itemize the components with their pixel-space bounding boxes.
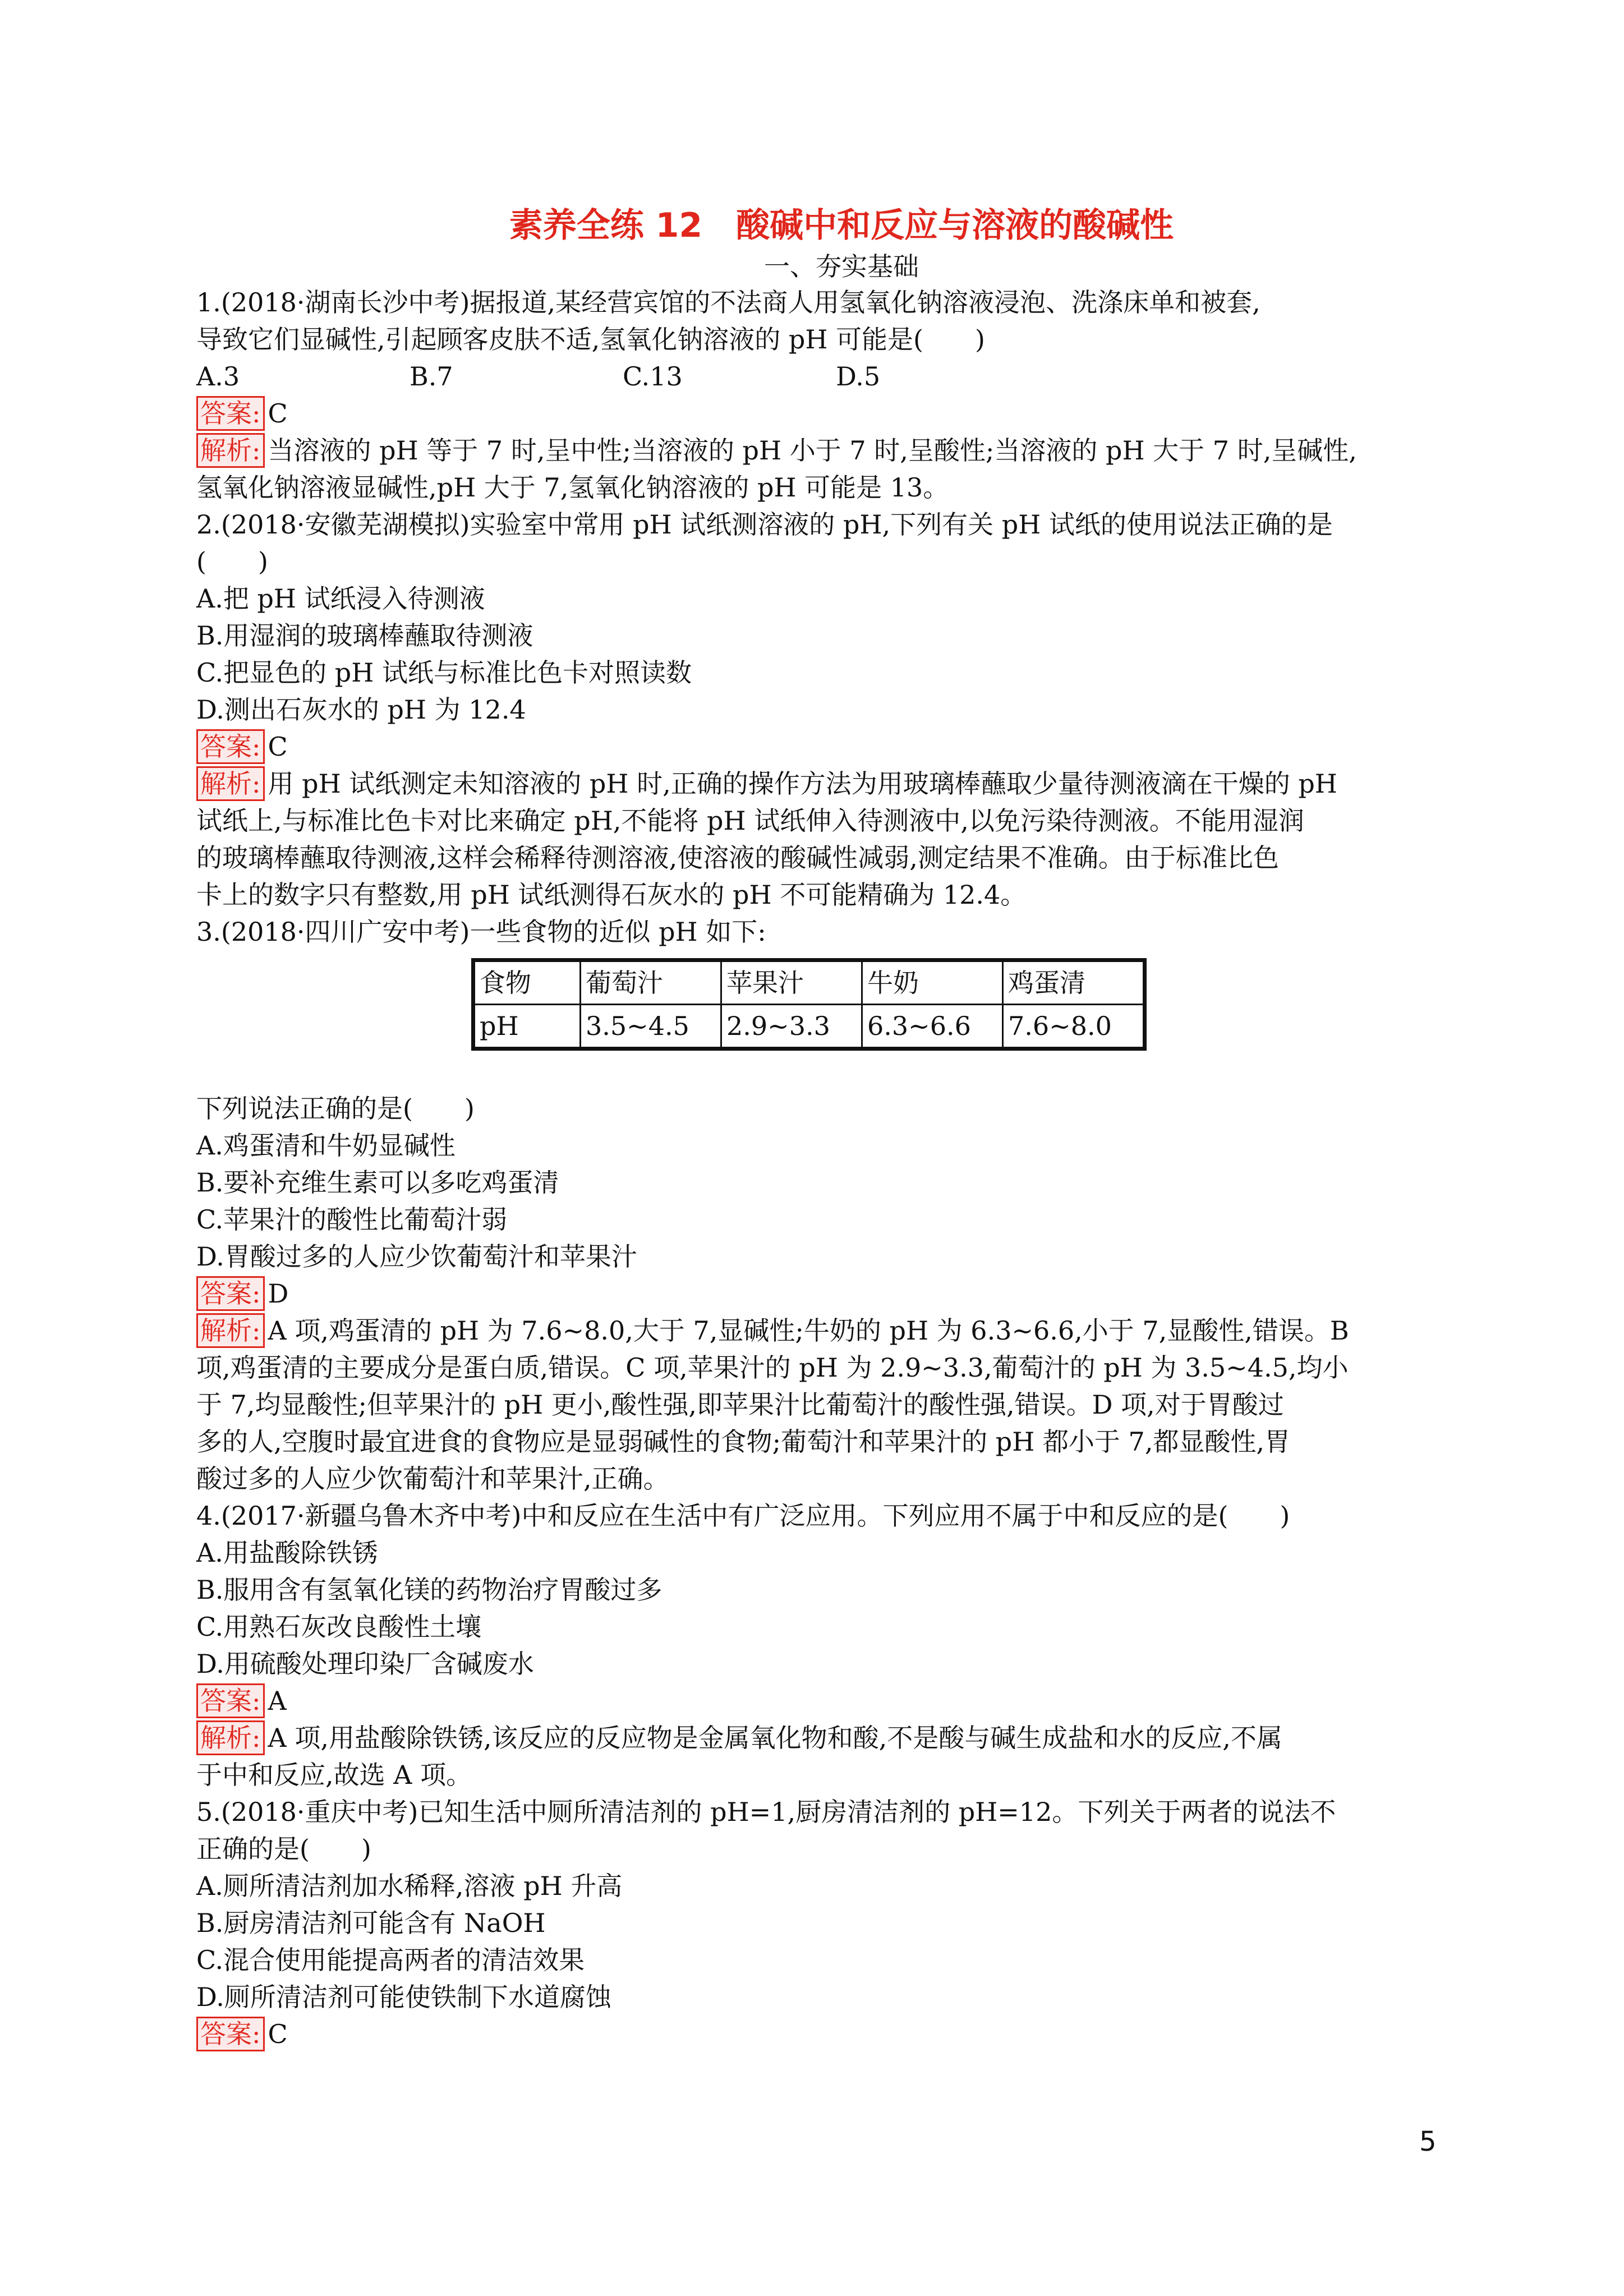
analysis-text: 于 7,均显酸性;但苹果汁的 pH 更小,酸性强,即苹果汁比葡萄汁的酸性强,错误。D 项,对于胃酸过: [196, 1389, 1284, 1420]
option-b: B.用湿润的玻璃棒蘸取待测液: [196, 620, 533, 651]
answer-tag: 答案:: [196, 729, 265, 764]
option-c: C.13: [623, 361, 683, 392]
analysis-line: [196, 1719, 1453, 1756]
analysis-tag: 解析:: [196, 1720, 265, 1755]
answer-line: [196, 728, 1453, 765]
table-row: [473, 1005, 1145, 1049]
option-b: B.服用含有氢氧化镁的药物治疗胃酸过多: [196, 1575, 663, 1605]
answer-tag: 答案:: [196, 1683, 265, 1718]
option-d: D.用硫酸处理印染厂含碱废水: [196, 1649, 534, 1679]
answer-value: C: [268, 2019, 288, 2049]
table-cell: 3.5~4.5: [581, 1005, 721, 1049]
table-cell: 鸡蛋清: [1003, 960, 1145, 1005]
analysis-text: 于中和反应,故选 A 项。: [196, 1760, 472, 1790]
option-row: [196, 358, 1453, 395]
question-line: 正确的是( ): [196, 1834, 371, 1864]
question-line: 4.(2017·新疆乌鲁木齐中考)中和反应在生活中有广泛应用。下列应用不属于中和反应的是( ): [196, 1501, 1290, 1531]
analysis-text: 项,鸡蛋清的主要成分是蛋白质,错误。C 项,苹果汁的 pH 为 2.9~3.3,葡萄汁的 pH 为 3.5~4.5,均小: [196, 1352, 1349, 1383]
table-cell: 7.6~8.0: [1003, 1005, 1145, 1049]
option-d: D.测出石灰水的 pH 为 12.4: [196, 694, 526, 725]
option-a: A.鸡蛋清和牛奶显碱性: [196, 1130, 456, 1161]
option-c: C.用熟石灰改良酸性土壤: [196, 1612, 482, 1642]
table-cell: 葡萄汁: [581, 960, 721, 1005]
page-number: 5: [1419, 2126, 1437, 2157]
analysis-text: 氢氧化钠溶液显碱性,pH 大于 7,氢氧化钠溶液的 pH 可能是 13。: [196, 472, 949, 503]
option-a: A.3: [196, 361, 240, 392]
table-cell: 6.3~6.6: [862, 1005, 1003, 1049]
analysis-line: [196, 1312, 1453, 1349]
analysis-text: 多的人,空腹时最宜进食的食物应是显弱碱性的食物;葡萄汁和苹果汁的 pH 都小于 7,都显酸性,胃: [196, 1427, 1291, 1457]
answer-value: A: [268, 1686, 287, 1716]
question-line: 2.(2018·安徽芜湖模拟)实验室中常用 pH 试纸测溶液的 pH,下列有关 pH 试纸的使用说法正确的是: [196, 509, 1333, 540]
analysis-text: 卡上的数字只有整数,用 pH 试纸测得石灰水的 pH 不可能精确为 12.4。: [196, 880, 1027, 910]
option-d: D.胃酸过多的人应少饮葡萄汁和苹果汁: [196, 1241, 637, 1272]
question-2: [196, 506, 1453, 913]
answer-tag: 答案:: [196, 396, 265, 431]
food-ph-table: [471, 958, 1147, 1051]
answer-value: C: [268, 398, 288, 429]
answer-value: D: [268, 1278, 289, 1309]
option-d: D.5: [836, 361, 881, 392]
question-stem: 下列说法正确的是( ): [196, 1093, 475, 1124]
table-cell: 苹果汁: [721, 960, 862, 1005]
page-title: 素养全练 12 酸碱中和反应与溶液的酸碱性: [509, 206, 1174, 245]
answer-tag: 答案:: [196, 2017, 265, 2051]
answer-line: [196, 2016, 1453, 2053]
answer-value: C: [268, 731, 288, 762]
option-a: A.把 pH 试纸浸入待测液: [196, 583, 485, 614]
option-d: D.厕所清洁剂可能使铁制下水道腐蚀: [196, 1982, 611, 2012]
table-cell: pH: [473, 1005, 581, 1049]
question-4: [196, 1497, 1453, 1793]
option-a: A.用盐酸除铁锈: [196, 1538, 378, 1568]
section-heading: 一、夯实基础: [764, 251, 919, 282]
table-cell: 2.9~3.3: [721, 1005, 862, 1049]
analysis-tag: 解析:: [196, 433, 265, 468]
answer-line: [196, 1275, 1453, 1312]
analysis-line: [196, 765, 1453, 802]
table-cell: 牛奶: [862, 960, 1003, 1005]
question-3: [196, 913, 1453, 1497]
document-page: [196, 202, 1453, 2053]
option-b: B.要补充维生素可以多吃鸡蛋清: [196, 1167, 559, 1198]
analysis-text: 试纸上,与标准比色卡对比来确定 pH,不能将 pH 试纸伸入待测液中,以免污染待测液。不能用湿润: [196, 806, 1304, 836]
question-line: 1.(2018·湖南长沙中考)据报道,某经营宾馆的不法商人用氢氧化钠溶液浸泡、洗涤床单和被套,: [196, 287, 1260, 318]
analysis-tag: 解析:: [196, 1313, 265, 1348]
answer-line: [196, 395, 1453, 432]
analysis-text: 用 pH 试纸测定未知溶液的 pH 时,正确的操作方法为用玻璃棒蘸取少量待测液滴在干燥的 pH: [268, 769, 1337, 799]
table-cell: 食物: [473, 960, 581, 1005]
spacer: [196, 1051, 1453, 1090]
table-header-row: [473, 960, 1145, 1005]
question-line: 3.(2018·四川广安中考)一些食物的近似 pH 如下:: [196, 917, 766, 947]
option-c: C.把显色的 pH 试纸与标准比色卡对照读数: [196, 657, 692, 688]
option-a: A.厕所清洁剂加水稀释,溶液 pH 升高: [196, 1871, 623, 1901]
question-line: 导致它们显碱性,引起顾客皮肤不适,氢氧化钠溶液的 pH 可能是( ): [196, 324, 985, 355]
question-5: [196, 1793, 1453, 2053]
analysis-text: A 项,鸡蛋清的 pH 为 7.6~8.0,大于 7,显碱性;牛奶的 pH 为 6.3~6.6,小于 7,显酸性,错误。B: [268, 1315, 1349, 1346]
option-b: B.7: [410, 361, 453, 392]
analysis-text: 当溶液的 pH 等于 7 时,呈中性;当溶液的 pH 小于 7 时,呈酸性;当溶液的 pH 大于 7 时,呈碱性,: [268, 435, 1357, 466]
question-line: 5.(2018·重庆中考)已知生活中厕所清洁剂的 pH=1,厨房清洁剂的 pH=12。下列关于两者的说法不: [196, 1797, 1336, 1827]
question-1: [196, 284, 1453, 506]
analysis-text: 的玻璃棒蘸取待测液,这样会稀释待测溶液,使溶液的酸碱性减弱,测定结果不准确。由于标准比色: [196, 843, 1279, 873]
analysis-tag: 解析:: [196, 766, 265, 801]
analysis-text: A 项,用盐酸除铁锈,该反应的反应物是金属氧化物和酸,不是酸与碱生成盐和水的反应,不属: [268, 1723, 1282, 1753]
option-c: C.混合使用能提高两者的清洁效果: [196, 1945, 585, 1975]
option-b: B.厨房清洁剂可能含有 NaOH: [196, 1908, 546, 1938]
answer-line: [196, 1682, 1453, 1719]
question-line: ( ): [196, 546, 268, 577]
option-c: C.苹果汁的酸性比葡萄汁弱: [196, 1204, 508, 1235]
analysis-text: 酸过多的人应少饮葡萄汁和苹果汁,正确。: [196, 1464, 669, 1494]
analysis-line: [196, 432, 1453, 469]
answer-tag: 答案:: [196, 1276, 265, 1311]
